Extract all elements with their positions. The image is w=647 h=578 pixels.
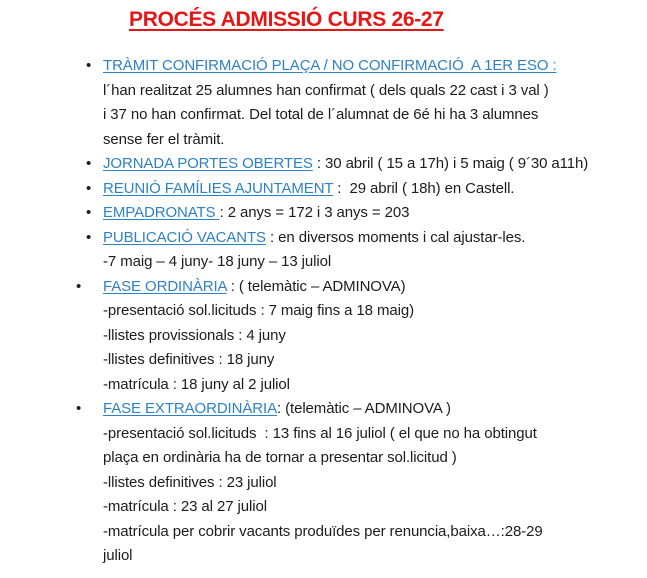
bullet-icon: •: [86, 179, 92, 197]
bullet-icon: •: [86, 57, 92, 74]
item-line: juliol: [103, 547, 133, 564]
item-heading-after: : (telemàtic – ADMINOVA ): [276, 400, 451, 417]
item-line: l´han realitzat 25 alumnes han confirmat ( dels quals 22 cast i 3 val ): [103, 81, 549, 99]
bullet-list: [0, 54, 647, 569]
item-heading-line: [103, 54, 647, 79]
item-heading: JORNADA PORTES OBERTES: [103, 155, 313, 172]
item-heading-after: : en diversos moments i cal ajustar-les.: [265, 228, 526, 246]
item-heading-line: [103, 226, 647, 251]
item-heading-after: : 2 anys = 172 i 3 anys = 203: [219, 204, 410, 221]
item-line: -presentació sol.licituds : 7 maig fins a 18 maig): [103, 302, 414, 319]
bullet-icon: •: [86, 204, 92, 221]
bullet-icon: •: [76, 277, 82, 295]
item-line: -matrícula per cobrir vacants produïdes per renuncia,baixa…:28-29: [103, 522, 543, 540]
item-heading-after: : ( telemàtic – ADMINOVA): [226, 277, 406, 295]
item-heading: TRÀMIT CONFIRMACIÓ PLAÇA / NO CONFIRMACIÓ A 1ER ESO :: [103, 57, 557, 74]
list-item-tramit-confirmacio: [0, 54, 647, 152]
list-item-empadronats: [0, 201, 647, 226]
item-line: -llistes definitives : 18 juny: [103, 351, 275, 368]
item-heading-line: [103, 152, 647, 177]
item-line: -matrícula : 23 al 27 juliol: [103, 498, 267, 515]
item-heading: REUNIÓ FAMÍLIES AJUNTAMENT: [103, 179, 334, 197]
list-item-fase-extraordinaria: [0, 397, 647, 569]
item-heading-line: [103, 201, 647, 226]
item-heading: FASE EXTRAORDINÀRIA: [103, 400, 277, 417]
item-heading-line: [103, 397, 647, 422]
item-heading-line: [103, 177, 647, 202]
bullet-icon: •: [86, 228, 92, 246]
item-heading: EMPADRONATS: [103, 204, 220, 221]
item-line: plaça en ordinària ha de tornar a presentar sol.licitud ): [103, 449, 457, 466]
bullet-icon: •: [76, 400, 82, 417]
list-item-publicacio-vacants: [0, 226, 647, 275]
item-line: -matrícula : 18 juny al 2 juliol: [103, 375, 290, 393]
list-item-fase-ordinaria: [0, 275, 647, 398]
page-title: PROCÉS ADMISSIÓ CURS 26-27: [129, 8, 444, 31]
item-line: i 37 no han confirmat. Del total de l´alumnat de 6é hi ha 3 alumnes: [103, 106, 539, 123]
item-heading-after: : 30 abril ( 15 a 17h) i 5 maig ( 9´30 a11h): [312, 155, 589, 172]
item-line: -presentació sol.licituds : 13 fins al 16 juliol ( el que no ha obtingut: [103, 424, 537, 442]
item-heading: PUBLICACIÓ VACANTS: [103, 228, 266, 246]
item-heading: FASE ORDINÀRIA: [103, 277, 227, 295]
item-line: -llistes provissionals : 4 juny: [103, 326, 286, 344]
item-heading-after: : 29 abril ( 18h) en Castell.: [333, 179, 515, 197]
list-item-reunio-families: [0, 177, 647, 202]
item-heading-line: [103, 275, 647, 300]
item-line: -7 maig – 4 juny- 18 juny – 13 juliol: [103, 253, 332, 270]
bullet-icon: •: [86, 155, 92, 172]
item-line: -llistes definitives : 23 juliol: [103, 473, 277, 491]
list-item-jornada-portes-obertes: [0, 152, 647, 177]
item-line: sense fer el tràmit.: [103, 130, 225, 148]
